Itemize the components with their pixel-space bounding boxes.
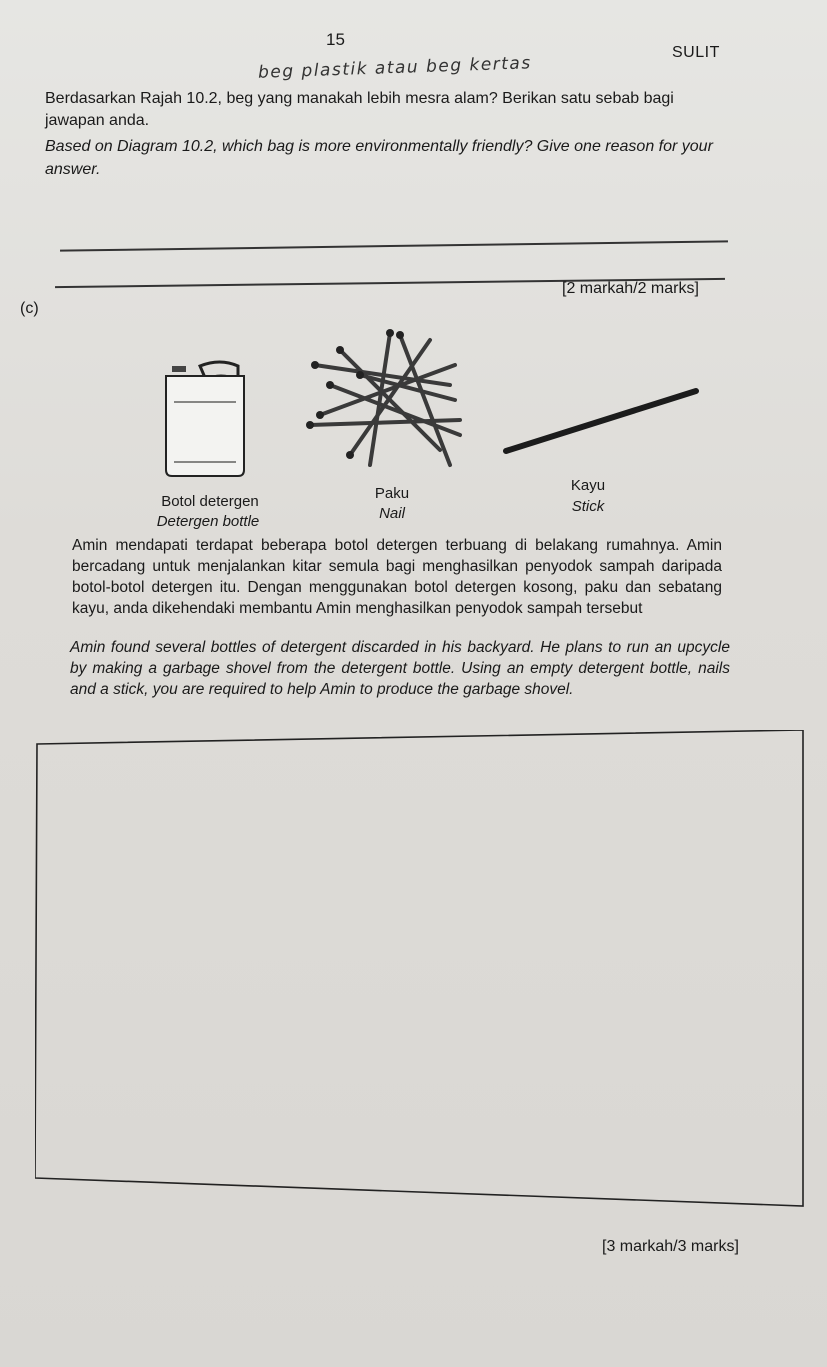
page-number: 15 (326, 30, 345, 49)
stick-icon (500, 385, 705, 460)
question-b-english: Based on Diagram 10.2, which bag is more environmentally friendly? Give one reason for your answer. (45, 138, 713, 178)
question-c-malay: Amin mendapati terdapat beberapa botol detergen terbuang di belakang rumahnya. Amin bercadang untuk menjalankan kitar semula bagi menghasilkan penyodok sampah daripada botol-botol detergen itu. Dengan menggunakan botol detergen kosong, paku dan sebatang kayu, anda dikehendaki membantu Amin menghasilkan penyodok sampah tersebut (72, 537, 722, 617)
nails-icon (300, 325, 470, 475)
question-c-marks: [3 markah/3 marks] (602, 1238, 739, 1255)
answer-line[interactable] (60, 240, 728, 251)
stick-label-english: Stick (571, 498, 605, 515)
nail-label-english: Nail (379, 505, 405, 522)
sulit-label: SULIT (672, 44, 720, 61)
bottle-label-english: Detergen bottle (156, 513, 260, 530)
nail-label-malay: Paku (374, 485, 410, 502)
answer-box[interactable] (35, 730, 805, 1208)
question-b-marks: [2 markah/2 marks] (562, 280, 699, 297)
part-c-label: (c) (20, 300, 39, 317)
handwritten-answer: beg plastik atau beg kertas (257, 53, 532, 83)
bottle-label-malay: Botol detergen (161, 493, 259, 510)
stick-label-malay: Kayu (570, 477, 606, 494)
question-c-english: Amin found several bottles of detergent discarded in his backyard. He plans to run an upcycle by making a garbage shovel from the detergent bottle. Using an empty detergent bottle, nails and a stick, you are required to help Amin to produce the garbage shovel. (70, 639, 730, 698)
question-b-malay: Berdasarkan Rajah 10.2, beg yang manakah lebih mesra alam? Berikan satu sebab bagi jawapan anda. (45, 90, 674, 129)
detergent-bottle-icon (160, 358, 250, 480)
